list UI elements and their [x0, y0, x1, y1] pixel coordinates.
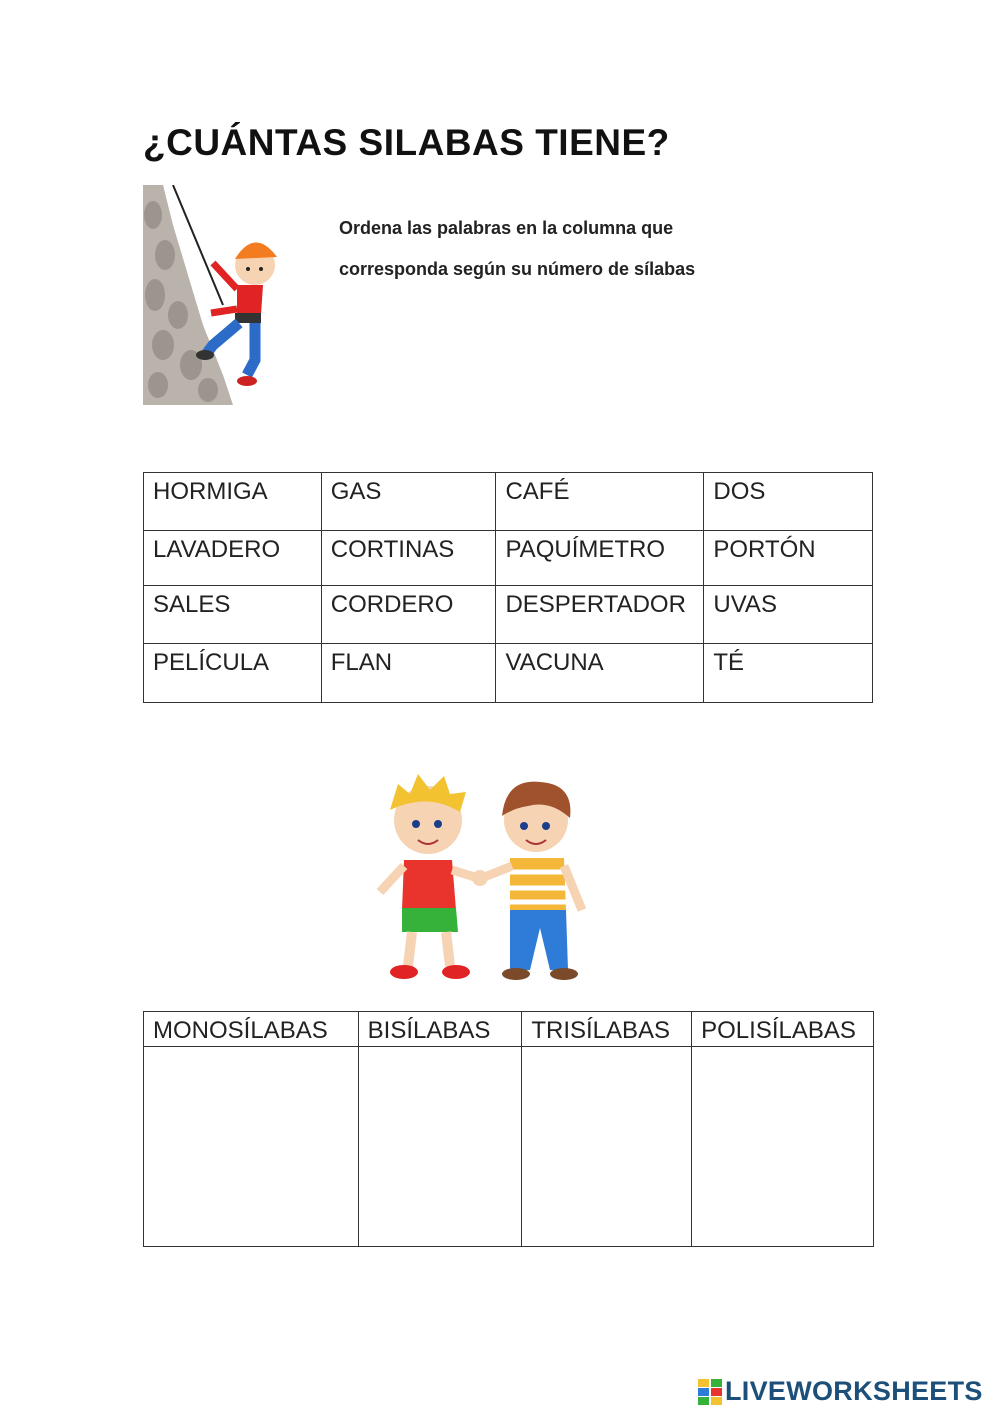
word-cell[interactable]: CORTINAS — [321, 531, 496, 586]
word-cell[interactable]: PELÍCULA — [144, 644, 322, 703]
instructions-line-1: Ordena las palabras en la columna que — [339, 218, 674, 238]
word-cell[interactable]: DESPERTADOR — [496, 586, 704, 644]
instructions — [339, 208, 695, 290]
table-row — [144, 531, 873, 586]
drop-zone-monosilabas[interactable] — [144, 1047, 359, 1247]
drop-zone-trisilabas[interactable] — [522, 1047, 692, 1247]
word-cell[interactable]: SALES — [144, 586, 322, 644]
liveworksheets-logo-icon — [698, 1379, 722, 1405]
word-cell[interactable]: HORMIGA — [144, 473, 322, 531]
page-title: ¿CUÁNTAS SILABAS TIENE? — [143, 122, 670, 163]
word-cell[interactable]: FLAN — [321, 644, 496, 703]
syllable-sort-table — [143, 1011, 874, 1247]
liveworksheets-brand — [698, 1376, 983, 1407]
word-cell[interactable]: CORDERO — [321, 586, 496, 644]
column-header: MONOSÍLABAS — [144, 1012, 359, 1047]
column-header: BISÍLABAS — [358, 1012, 522, 1047]
table-row — [144, 1047, 874, 1247]
drop-zone-polisilabas[interactable] — [692, 1047, 874, 1247]
word-cell[interactable]: UVAS — [704, 586, 873, 644]
word-cell[interactable]: CAFÉ — [496, 473, 704, 531]
table-row — [144, 586, 873, 644]
table-row — [144, 644, 873, 703]
drop-zone-bisilabas[interactable] — [358, 1047, 522, 1247]
word-cell[interactable]: GAS — [321, 473, 496, 531]
instructions-line-2: corresponda según su número de sílabas — [339, 259, 696, 279]
word-cell[interactable]: DOS — [704, 473, 873, 531]
word-cell[interactable]: TÉ — [704, 644, 873, 703]
table-header-row — [144, 1012, 874, 1047]
table-row — [144, 473, 873, 531]
word-cell[interactable]: LAVADERO — [144, 531, 322, 586]
word-cell[interactable]: VACUNA — [496, 644, 704, 703]
word-cell[interactable]: PAQUÍMETRO — [496, 531, 704, 586]
word-cell[interactable]: PORTÓN — [704, 531, 873, 586]
kids-illustration — [368, 770, 600, 992]
climber-illustration — [143, 185, 293, 405]
brand-name: LIVEWORKSHEETS — [725, 1376, 983, 1406]
word-grid — [143, 472, 873, 703]
column-header: TRISÍLABAS — [522, 1012, 692, 1047]
column-header: POLISÍLABAS — [692, 1012, 874, 1047]
